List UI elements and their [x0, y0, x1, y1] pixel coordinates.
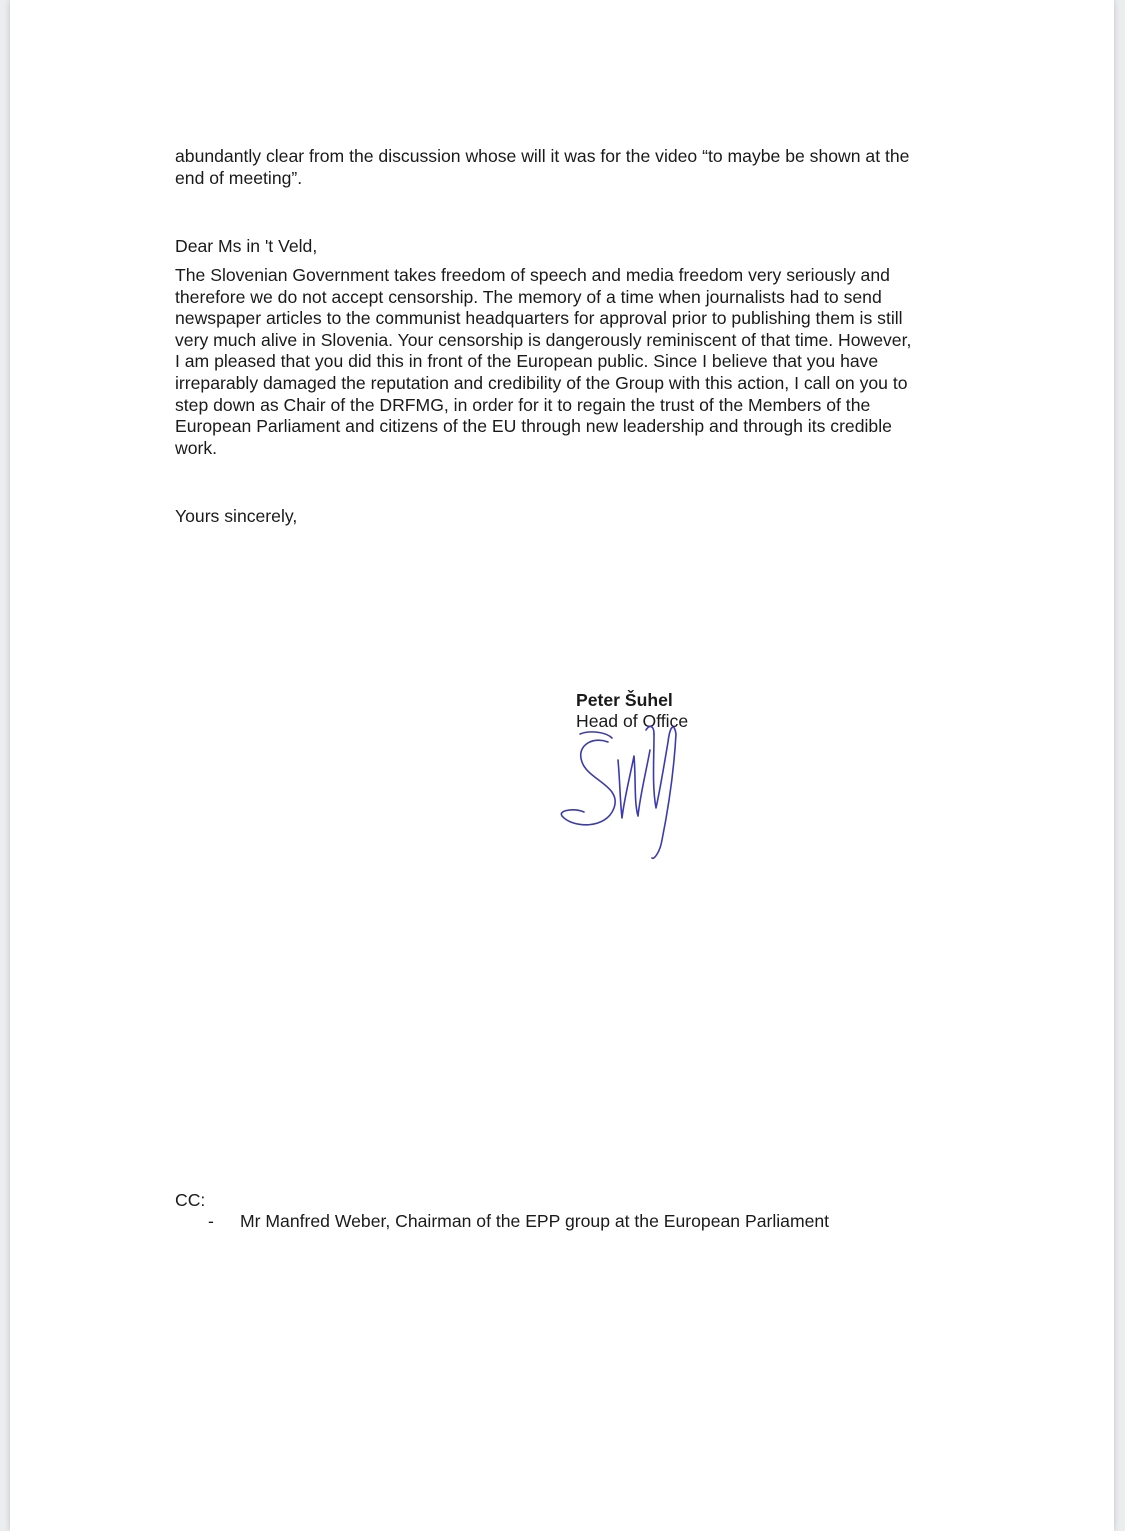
paragraph-line: end of meeting”.	[175, 167, 303, 188]
cc-list-item	[208, 1211, 829, 1233]
paragraph-line: abundantly clear from the discussion whose will it was for the video “to maybe be shown at the	[175, 146, 910, 166]
document-page	[10, 0, 1114, 1531]
paragraph-line: step down as Chair of the DRFMG, in order for it to regain the trust of the Members of the	[175, 394, 871, 415]
cc-recipient: Mr Manfred Weber, Chairman of the EPP group at the European Parliament	[240, 1211, 830, 1231]
paragraph-line: work.	[175, 437, 218, 458]
paragraph-line: European Parliament and citizens of the EU through new leadership and through its credible	[175, 416, 892, 437]
paragraph-line: I am pleased that you did this in front of the European public. Since I believe that you have	[175, 351, 879, 372]
signatory-name: Peter Šuhel	[576, 690, 673, 710]
salutation: Dear Ms in 't Veld,	[175, 236, 318, 256]
body-paragraph	[175, 265, 966, 459]
continued-paragraph	[175, 146, 966, 189]
paragraph-line: very much alive in Slovenia. Your censorship is dangerously reminiscent of that time. However,	[175, 329, 912, 350]
paragraph-line: The Slovenian Government takes freedom of speech and media freedom very seriously and	[175, 265, 890, 285]
closing: Yours sincerely,	[175, 506, 298, 526]
paragraph-line: irreparably damaged the reputation and credibility of the Group with this action, I call on you to	[175, 372, 908, 393]
handwritten-signature	[550, 690, 710, 865]
paragraph-line: therefore we do not accept censorship. The memory of a time when journalists had to send	[175, 286, 882, 307]
paragraph-line: newspaper articles to the communist headquarters for approval prior to publishing them is still	[175, 308, 903, 329]
cc-bullet: -	[208, 1211, 214, 1231]
signature-strokes	[561, 727, 676, 859]
signatory-title: Head of Office	[576, 711, 689, 731]
cc-label: CC:	[175, 1190, 206, 1210]
